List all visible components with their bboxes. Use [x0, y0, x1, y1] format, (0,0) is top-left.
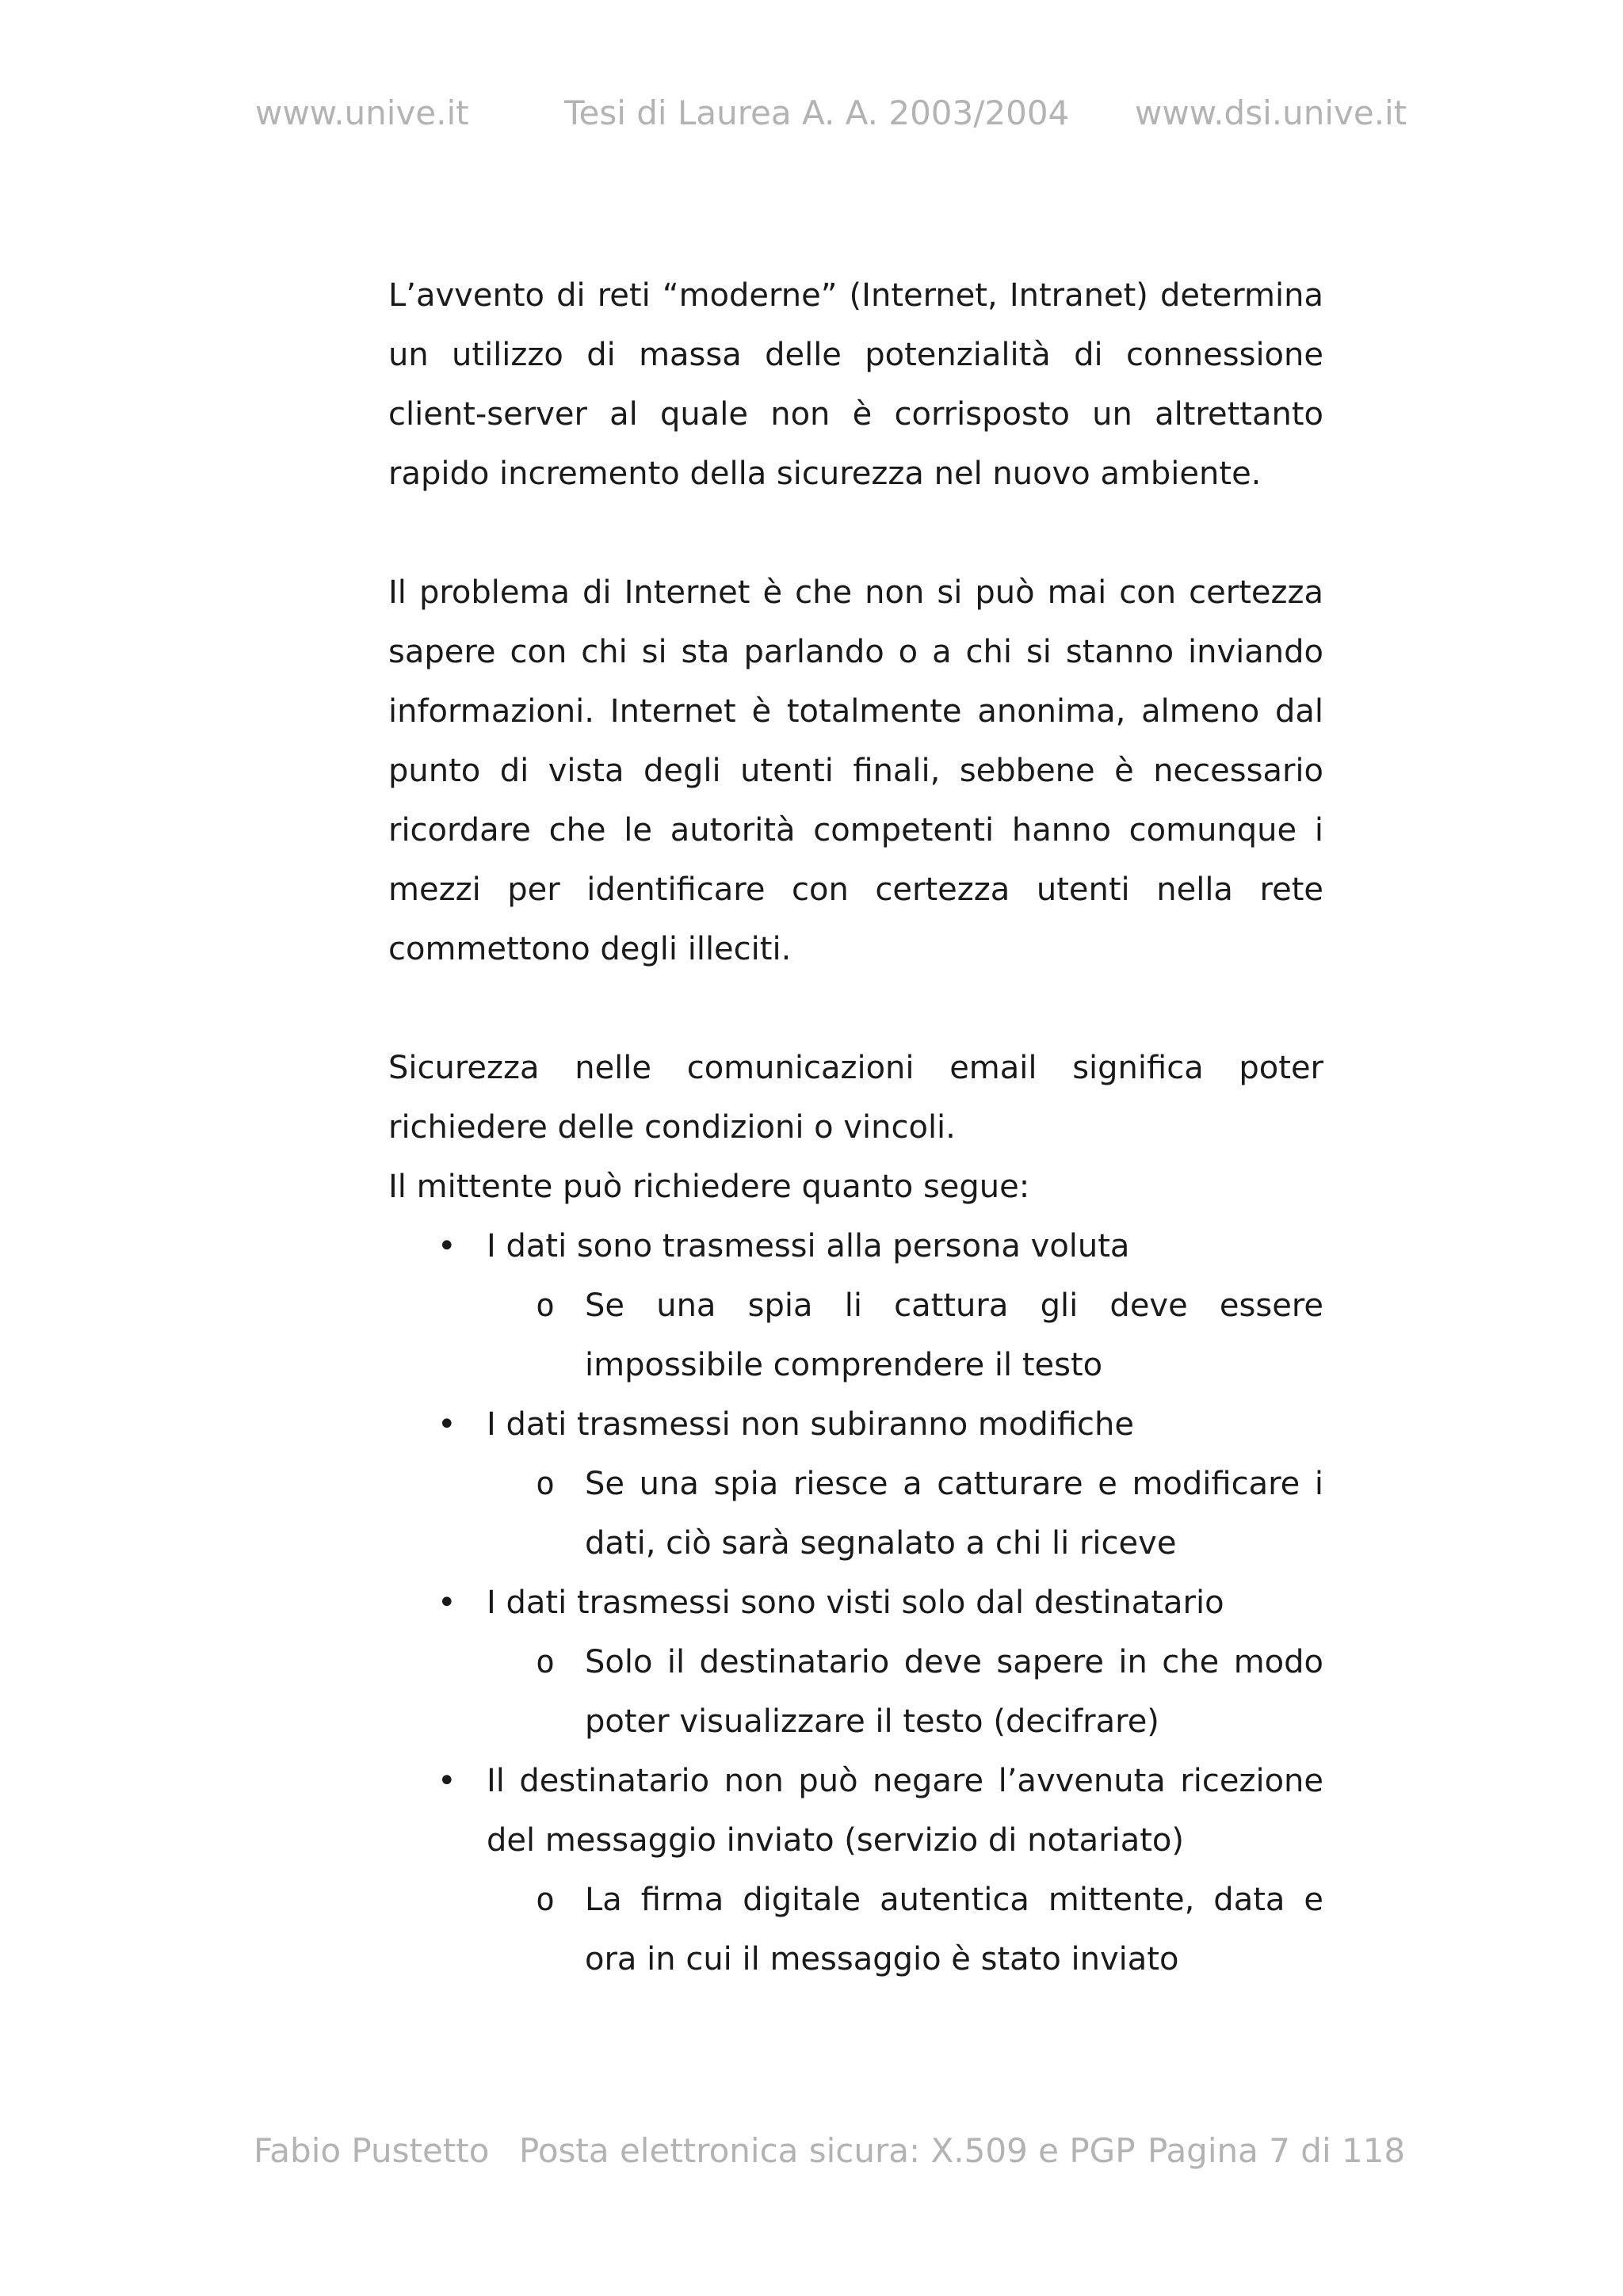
sub-list-item: [536, 1871, 1323, 1989]
list-item-text: I dati trasmessi non subiranno modifiche: [487, 1406, 1135, 1443]
sub-list: [487, 1455, 1323, 1573]
list-item: [437, 1217, 1323, 1395]
list-item-text: Il destinatario non può negare l’avvenuta ricezione del messaggio inviato (servizio di notariato): [487, 1763, 1323, 1859]
footer-title: Posta elettronica sicura: X.509 e PGP: [519, 2131, 1136, 2170]
bullet-circle-icon: o: [536, 1466, 556, 1502]
list-item-text: I dati trasmessi sono visti solo dal destinatario: [487, 1585, 1224, 1621]
sub-list-item-text: Se una spia li cattura gli deve essere impossibile comprendere il testo: [585, 1287, 1323, 1383]
sub-list-item: [536, 1633, 1323, 1752]
header-left-url: www.unive.it: [255, 93, 469, 132]
bullet-disc-icon: •: [437, 1585, 456, 1621]
bullet-circle-icon: o: [536, 1287, 556, 1324]
sub-list-item: [536, 1276, 1323, 1395]
sub-list-item-text: Se una spia riesce a catturare e modificare i dati, ciò sarà segnalato a chi li riceve: [585, 1466, 1323, 1562]
requirements-list: [388, 1217, 1323, 1989]
paragraph-2: Il problema di Internet è che non si può mai con certezza sapere con chi si sta parlando o a chi si stanno inviando informazioni. Internet è totalmente anonima, almeno dal punto di vista degli utenti finali, sebbene è necessario ricordare che le autorità competenti hanno comunque i mezzi per identificare con certezza utenti nella rete commettono degli illeciti.: [388, 574, 1323, 967]
list-item: [437, 1752, 1323, 1989]
paragraph-4: Il mittente può richiedere quanto segue:: [388, 1169, 1030, 1205]
footer-page-number: Pagina 7 di 118: [1148, 2131, 1406, 2170]
paragraph-1: L’avvento di reti “moderne” (Internet, Intranet) determina un utilizzo di massa delle potenzialità di connessione client-server al quale non è corrisposto un altrettanto rapido incremento della sicurezza nel nuovo ambiente.: [388, 277, 1323, 492]
bullet-disc-icon: •: [437, 1406, 456, 1443]
header-right-url: www.dsi.unive.it: [1135, 93, 1407, 132]
list-item: [437, 1573, 1323, 1752]
page-body: [388, 266, 1323, 1989]
bullet-circle-icon: o: [536, 1882, 556, 1918]
list-item-text: I dati sono trasmessi alla persona voluta: [487, 1228, 1130, 1264]
sub-list: [487, 1276, 1323, 1395]
list-item: [437, 1395, 1323, 1573]
paragraph-3: Sicurezza nelle comunicazioni email significa poter richiedere delle condizioni o vincoli.: [388, 1050, 1323, 1146]
bullet-disc-icon: •: [437, 1228, 456, 1264]
sub-list: [487, 1633, 1323, 1752]
sub-list-item-text: Solo il destinatario deve sapere in che modo poter visualizzare il testo (decifrare): [585, 1644, 1323, 1740]
sub-list: [487, 1871, 1323, 1989]
bullet-disc-icon: •: [437, 1763, 456, 1799]
sub-list-item: [536, 1455, 1323, 1573]
sub-list-item-text: La firma digitale autentica mittente, data e ora in cui il messaggio è stato inviato: [585, 1882, 1323, 1978]
bullet-circle-icon: o: [536, 1644, 556, 1680]
footer-author: Fabio Pustetto: [254, 2131, 490, 2170]
header-title: Tesi di Laurea A. A. 2003/2004: [564, 93, 1070, 132]
